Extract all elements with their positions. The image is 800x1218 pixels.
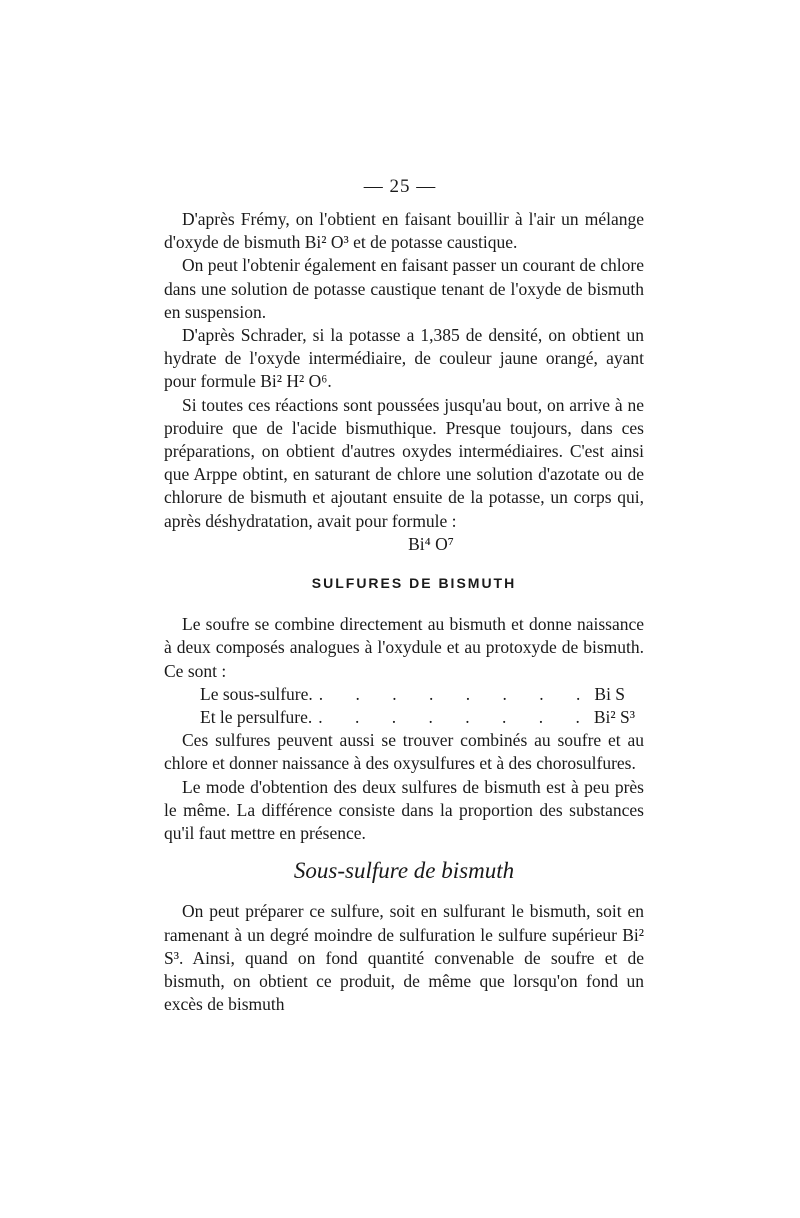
- sub-heading: Sous-sulfure de bismuth: [293, 858, 515, 884]
- paragraph: Si toutes ces réactions sont poussées jusqu'au bout, on arrive à ne produire que de l'acide bismuthique. Presque toujours, dans ces préparations, on obtient d'autres oxydes intermédiaires. C'est ainsi que Arppe obtint, en saturant de chlore une solution d'azotate ou de chlorure de bismuth et ajoutant ensuite de la potasse, un corps qui, après déshydratation, avait pour formule :: [164, 394, 644, 531]
- list-item: [164, 683, 644, 706]
- paragraph: Le soufre se combine directement au bismuth et donne naissance à deux composés analogues à l'oxydule et au protoxyde de bismuth. Ce sont :: [164, 614, 644, 681]
- page-body: [164, 208, 644, 1017]
- formula: Bi⁴ O⁷: [408, 533, 454, 554]
- section-heading: SULFURES DE BISMUTH: [311, 575, 517, 592]
- page-number: — 25 —: [363, 176, 437, 197]
- list-item-label: Et le persulfure.: [200, 707, 313, 728]
- list-item: [164, 706, 644, 729]
- list-item-dots: . . . . . . . .: [318, 683, 595, 704]
- list-item-dots: . . . . . . . .: [318, 707, 594, 728]
- paragraph: On peut l'obtenir également en faisant passer un courant de chlore dans une solution de potasse caustique tenant de l'oxyde de bismuth en suspension.: [164, 255, 644, 322]
- paragraph: D'après Schrader, si la potasse a 1,385 de densité, on obtient un hydrate de l'oxyde intermédiaire, de couleur jaune orangé, ayant pour formule Bi² H² O⁶.: [164, 325, 644, 392]
- list-item-formula: Bi² S³: [593, 707, 636, 728]
- paragraph: On peut préparer ce sulfure, soit en sulfurant le bismuth, soit en ramenant à un degré moindre de sulfuration le sulfure supérieur Bi² S³. Ainsi, quand on fond quantité convenable de soufre et de bismuth, on obtient ce produit, de même que lorsqu'on fond un excès de bismuth: [164, 901, 644, 1015]
- list-item-formula: Bi S: [594, 683, 626, 704]
- paragraph: D'après Frémy, on l'obtient en faisant bouillir à l'air un mélange d'oxyde de bismuth Bi² O³ et de potasse caustique.: [164, 209, 644, 253]
- paragraph: Le mode d'obtention des deux sulfures de bismuth est à peu près le même. La différence consiste dans la proportion des substances qu'il faut mettre en présence.: [164, 776, 644, 844]
- list-item-label: Le sous-sulfure.: [200, 683, 313, 704]
- paragraph: Ces sulfures peuvent aussi se trouver combinés au soufre et au chlore et donner naissance à des oxysulfures et à des chorosulfures.: [164, 730, 644, 774]
